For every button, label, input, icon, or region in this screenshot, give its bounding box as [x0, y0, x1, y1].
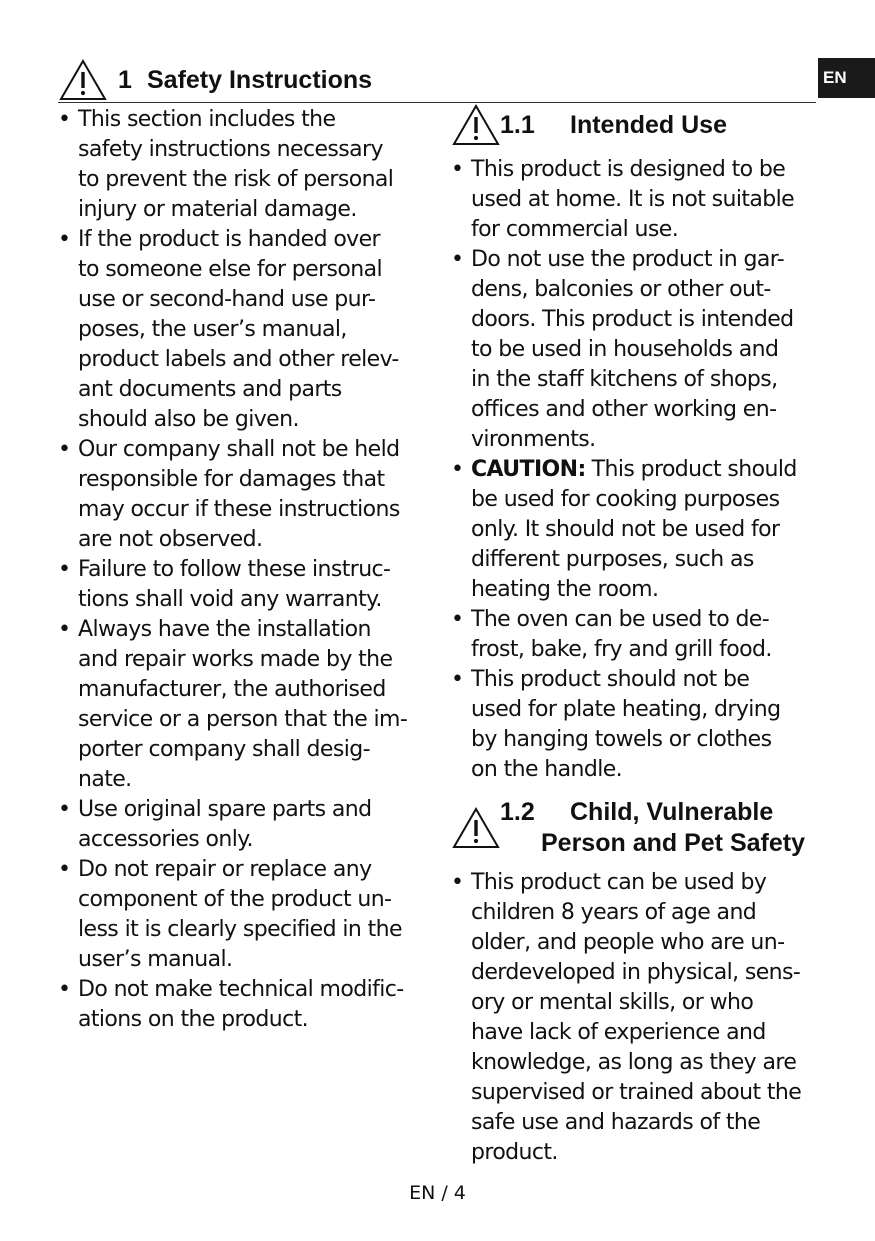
text-line: derdeveloped in physical, sens-	[471, 960, 801, 985]
text-line: to prevent the risk of personal	[78, 167, 394, 192]
text-line: Do not use the product in gar-	[471, 247, 785, 272]
list-item	[451, 155, 831, 245]
text-line: user’s manual.	[78, 947, 233, 972]
bullet: •	[451, 667, 464, 692]
text-line: Use original spare parts and	[78, 797, 372, 822]
bullet: •	[58, 557, 71, 582]
text-line: less it is clearly specified in the	[78, 917, 402, 942]
list-item	[451, 605, 831, 665]
text-line: poses, the user’s manual,	[78, 317, 347, 342]
text-line: ations on the product.	[78, 1007, 308, 1032]
page-number: EN / 4	[409, 1182, 466, 1204]
intended-use-column	[451, 155, 831, 785]
caution-label: CAUTION:	[471, 457, 586, 482]
text-line: nate.	[78, 767, 132, 792]
bullet: •	[58, 227, 71, 252]
bullet: •	[58, 977, 71, 1002]
text-line: heating the room.	[471, 577, 659, 602]
text-line: dens, balconies or other out-	[471, 277, 771, 302]
text-line: safety instructions necessary	[78, 137, 383, 162]
text-line: different purposes, such as	[471, 547, 754, 572]
text-line: accessories only.	[78, 827, 253, 852]
bullet: •	[451, 457, 464, 482]
bullet: •	[58, 107, 71, 132]
text-line: service or a person that the im-	[78, 707, 408, 732]
text-line: responsible for damages that	[78, 467, 385, 492]
text-line: ory or mental skills, or who	[471, 990, 754, 1015]
bullet: •	[451, 247, 464, 272]
text-line: Our company shall not be held	[78, 437, 400, 462]
text-line: older, and people who are un-	[471, 930, 785, 955]
text-line: This product is designed to be	[471, 157, 786, 182]
text-line: be used for cooking purposes	[471, 487, 780, 512]
text-line: product.	[471, 1140, 558, 1165]
text-line: Failure to follow these instruc-	[78, 557, 391, 582]
text-line: safe use and hazards of the	[471, 1110, 761, 1135]
text-line: frost, bake, fry and grill food.	[471, 637, 772, 662]
text-line: If the product is handed over	[78, 227, 380, 252]
bullet: •	[58, 617, 71, 642]
text-line: children 8 years of age and	[471, 900, 757, 925]
text-line: and repair works made by the	[78, 647, 393, 672]
text-line	[471, 455, 831, 485]
left-column	[58, 105, 428, 1035]
text-line: use or second-hand use pur-	[78, 287, 376, 312]
warning-triangle-icon	[451, 806, 501, 850]
text-line: component of the product un-	[78, 887, 392, 912]
list-item	[58, 105, 428, 225]
heading-rule	[58, 102, 816, 103]
text-line: porter company shall desig-	[78, 737, 370, 762]
bullet: •	[451, 870, 464, 895]
text-line: are not observed.	[78, 527, 263, 552]
section-title: Intended Use	[570, 111, 727, 139]
bullet: •	[451, 157, 464, 182]
section-number: 1.1	[500, 111, 535, 139]
text-line: only. It should not be used for	[471, 517, 780, 542]
text-line: ant documents and parts	[78, 377, 342, 402]
text-line: by hanging towels or clothes	[471, 727, 772, 752]
child-safety-column	[451, 868, 831, 1168]
text-line: This product should not be	[471, 667, 750, 692]
list-item	[451, 868, 831, 1168]
intended-use-list	[451, 155, 831, 785]
text-line: supervised or trained about the	[471, 1080, 802, 1105]
text-line: should also be given.	[78, 407, 299, 432]
list-item	[58, 615, 428, 795]
list-item	[451, 455, 831, 605]
text-line-rest: This product should	[591, 457, 797, 482]
text-line: for commercial use.	[471, 217, 679, 242]
text-line: used at home. It is not suitable	[471, 187, 795, 212]
text-line: product labels and other relev-	[78, 347, 399, 372]
text-line: The oven can be used to de-	[471, 607, 770, 632]
list-item	[58, 555, 428, 615]
text-line: offices and other working en-	[471, 397, 777, 422]
section-title-line2: Person and Pet Safety	[541, 829, 805, 857]
text-line: to someone else for personal	[78, 257, 382, 282]
warning-triangle-icon	[451, 103, 501, 147]
bullet: •	[451, 607, 464, 632]
text-line: manufacturer, the authorised	[78, 677, 386, 702]
bullet: •	[58, 857, 71, 882]
page-title: Safety Instructions	[147, 66, 373, 94]
text-line: may occur if these instructions	[78, 497, 400, 522]
child-safety-list	[451, 868, 831, 1168]
text-line: used for plate heating, drying	[471, 697, 781, 722]
list-item	[58, 855, 428, 975]
text-line: knowledge, as long as they are	[471, 1050, 797, 1075]
text-line: injury or material damage.	[78, 197, 357, 222]
text-line: have lack of experience and	[471, 1020, 766, 1045]
list-item	[58, 975, 428, 1035]
text-line: doors. This product is intended	[471, 307, 794, 332]
list-item	[451, 665, 831, 785]
list-item	[58, 795, 428, 855]
section-number: 1.2	[500, 798, 535, 826]
left-bullet-list	[58, 105, 428, 1035]
list-item	[58, 225, 428, 435]
text-line: to be used in households and	[471, 337, 779, 362]
text-line: on the handle.	[471, 757, 623, 782]
text-line: vironments.	[471, 427, 596, 452]
text-line: This section includes the	[78, 107, 336, 132]
warning-triangle-icon	[58, 58, 108, 102]
list-item	[58, 435, 428, 555]
bullet: •	[58, 797, 71, 822]
text-line: This product can be used by	[471, 870, 767, 895]
text-line: Do not make technical modific-	[78, 977, 404, 1002]
section-number: 1	[118, 66, 132, 94]
list-item	[451, 245, 831, 455]
text-line: Always have the installation	[78, 617, 371, 642]
section-title-line1: Child, Vulnerable	[570, 798, 774, 826]
language-tab: EN	[818, 58, 875, 98]
text-line: in the staff kitchens of shops,	[471, 367, 778, 392]
bullet: •	[58, 437, 71, 462]
text-line: Do not repair or replace any	[78, 857, 372, 882]
text-line: tions shall void any warranty.	[78, 587, 382, 612]
